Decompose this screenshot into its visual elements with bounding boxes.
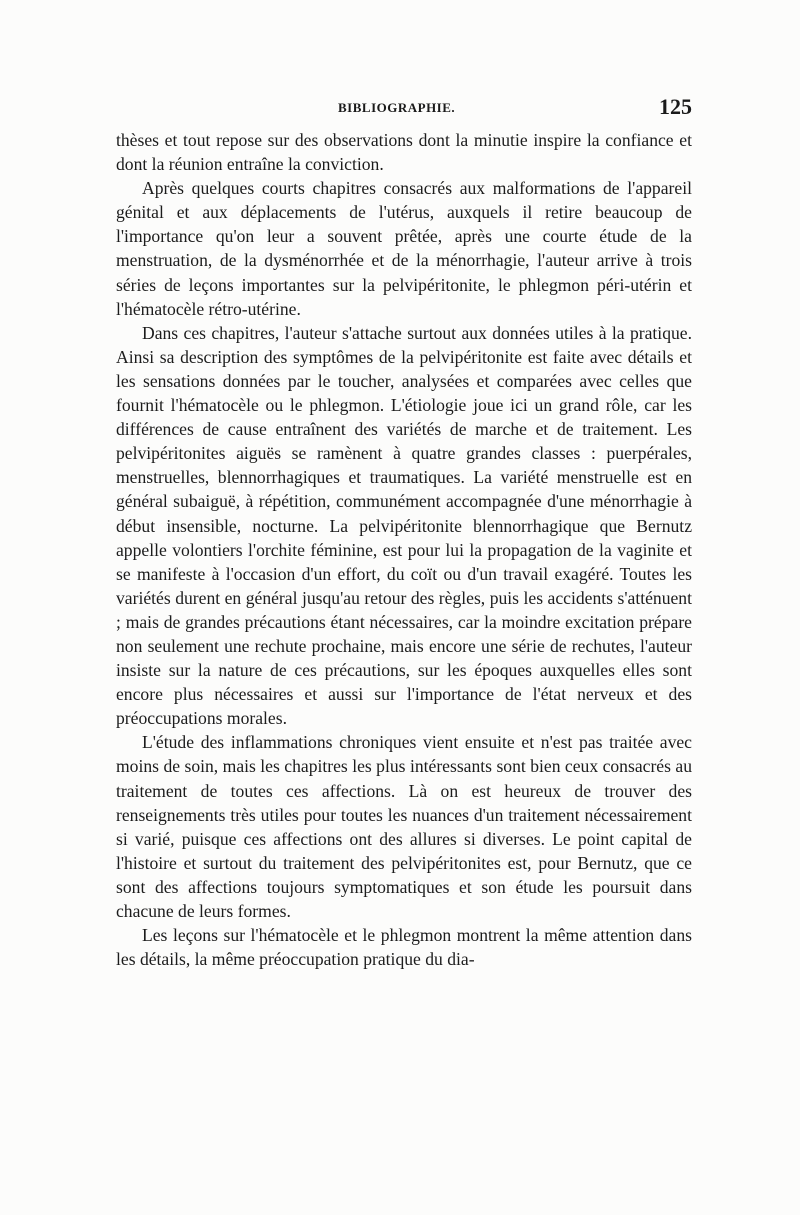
- paragraph: Dans ces chapitres, l'auteur s'attache surtout aux données utiles à la pratique. Ainsi sa description des symptômes de la pelvipéritonite est faite avec détails et les sensations données par le toucher, analysées et comparées avec celles que fournit l'hématocèle ou le phlegmon. L'étiologie joue ici un grand rôle, car les différences de cause entraînent des variétés de marche et de traitement. Les pelvipéritonites aiguës se ramènent à quatre grandes classes : puerpérales, menstruelles, blennorrhagiques et traumatiques. La variété menstruelle est en général subaiguë, à répétition, communément accompagnée d'une ménorrhagie à début insensible, nocturne. La pelvipéritonite blennorrhagique que Bernutz appelle volontiers l'orchite féminine, est pour lui la propagation de la vaginite et se manifeste à l'occasion d'un effort, du coït ou d'un travail exagéré. Toutes les variétés durent en général jusqu'au retour des règles, puis les accidents s'atténuent ; mais de grandes précautions étant nécessaires, car la moindre excitation prépare non seulement une rechute prochaine, mais encore une série de rechutes, l'auteur insiste sur la nature de ces précautions, sur les époques auxquelles elles sont encore plus nécessaires et aussi sur l'importance de l'état nerveux et des préoccupations morales.: [116, 322, 692, 729]
- body-text: [116, 128, 692, 971]
- page-number: 125: [659, 94, 692, 119]
- paragraph: Les leçons sur l'hématocèle et le phlegmon montrent la même attention dans les détails, la même préoccupation pratique du dia-: [116, 925, 692, 970]
- paragraph: thèses et tout repose sur des observations dont la minutie inspire la confiance et dont la réunion entraîne la conviction.: [116, 130, 692, 175]
- paragraph: Après quelques courts chapitres consacrés aux malformations de l'appareil génital et aux déplacements de l'utérus, auxquels il retire beaucoup de l'importance qu'on leur a souvent prêtée, après une courte étude de la menstruation, de la dysménorrhée et de la ménorrhagie, l'auteur arrive à trois séries de leçons importantes sur la pelvipéritonite, le phlegmon péri-utérin et l'hématocèle rétro-utérine.: [116, 178, 692, 319]
- page-header: [116, 96, 692, 122]
- running-head: BIBLIOGRAPHIE.: [338, 100, 456, 115]
- paragraph: L'étude des inflammations chroniques vient ensuite et n'est pas traitée avec moins de soin, mais les chapitres les plus intéressants sont bien ceux consacrés au traitement de toutes ces affections. Là on est heureux de trouver des renseignements très utiles pour toutes les nuances d'un traitement nécessairement si varié, puisque ces affections ont des allures si diverses. Le point capital de l'histoire et surtout du traitement des pelvipéritonites est, pour Bernutz, que ce sont des affections toujours symptomatiques et son étude les poursuit dans chacune de leurs formes.: [116, 732, 692, 921]
